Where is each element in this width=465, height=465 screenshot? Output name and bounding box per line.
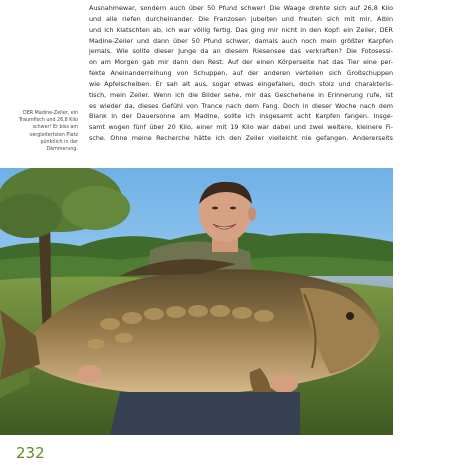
carp-photo-illustration <box>0 168 393 435</box>
page-number: 232 <box>16 444 45 462</box>
text-line: fekte Aneinanderreihung von Schuppen, auf der anderen verteilen sich Großschuppen <box>89 69 393 78</box>
text-line: Blank in der Dauersonne am Madine, sollte ich insgesamt acht Karpfen fangen. Insge- <box>89 112 393 121</box>
caption-line: DER Madine-Zeiler, ein <box>23 111 78 116</box>
text-line: wie Apfelscheiben. Er sah alt aus, sogar etwas eingefallen, doch stolz und charakteris- <box>89 79 393 88</box>
caption-line: vergleitertsten Platz <box>29 132 78 138</box>
caption-line: schwer! Er biss am <box>32 125 78 131</box>
text-line: jemals. Wie sollte dieser Junge da an diesem Riesensee das verkraften? Die Fotosessi- <box>89 47 393 56</box>
carp-photo <box>0 168 393 435</box>
text-line: on am Morgen gab mir dann den Rest: Auf der einen Körperseite hat das Tier eine per- <box>89 58 393 67</box>
caption-line: pünktlich in der <box>40 139 78 145</box>
caption-line: Traumfisch und 26,8 Kilo <box>18 118 78 124</box>
photo-caption <box>8 110 78 153</box>
text-line: tisch, mein Zeiler. Wenn ich die Bilder sehe, mir das Geschehene in Erinnerung rufe, ist <box>89 90 393 99</box>
text-line: Ausnahmewar, sondern auch über 50 Pfund schwer! Die Waage drehte sich auf 26,8 Kilo <box>89 4 393 12</box>
text-line: sche. Ohne meine Recherche hätte ich den Zeiler vielleicht nie gefangen. Andererseits <box>89 134 393 143</box>
caption-line: Dämmerung. <box>46 147 78 153</box>
text-line: Madine-Zeiler und dann über 50 Pfund schwer, damals auch noch mein größter Karpfen <box>89 36 393 45</box>
text-line: es wieder da, dieses Gefühl von Trance nach dem Fang. Doch in dieser Woche nach dem <box>89 101 393 110</box>
text-line: samt wogen fünf über 20 Kilo, einer mit 19 Kilo war dabei und zwei weitere, kleinere Fi- <box>89 123 393 132</box>
text-line: und ich klatschten ab, ich war völlig fertig. Das ging mir nicht in den Kopf: ein Zeiler, DER <box>89 25 393 34</box>
text-line: und alle riefen durcheinander. Die Franzosen jubelten und freuten sich mit mir, Albin <box>89 14 393 23</box>
body-text <box>89 3 393 144</box>
